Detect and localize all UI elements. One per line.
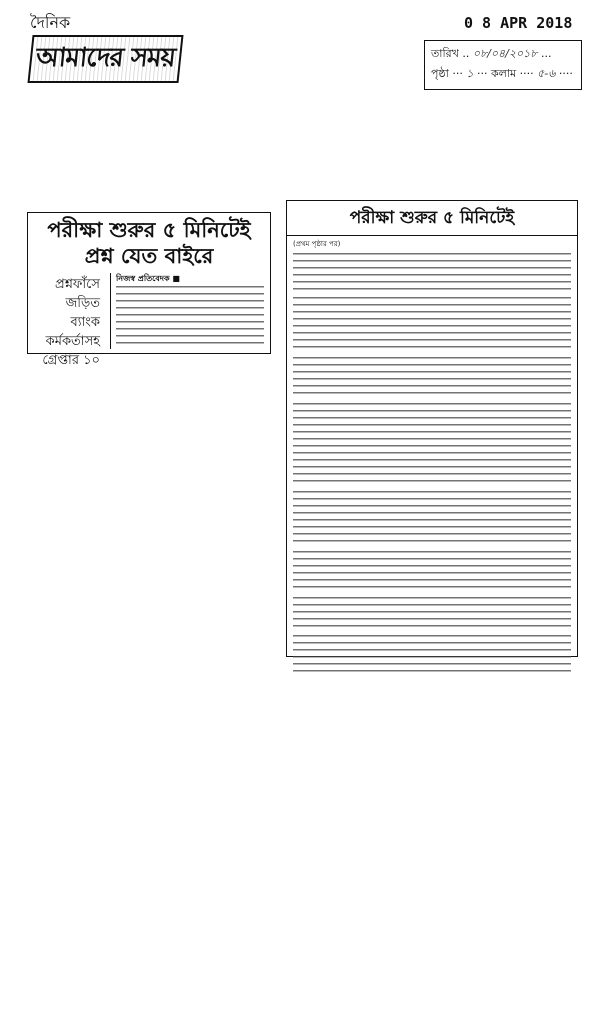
byline: নিজস্ব প্রতিবেদক ■ xyxy=(116,274,180,283)
column-value: ৫-৬ xyxy=(537,67,556,80)
right-article-clip xyxy=(286,200,578,657)
body-paragraph xyxy=(293,635,571,677)
masthead-small: দৈনিক xyxy=(30,13,71,32)
right-headline: পরীক্ষা শুরুর ৫ মিনিটেই xyxy=(287,201,577,236)
body-paragraph xyxy=(293,551,571,593)
side-line: গ্রেপ্তার ১০ xyxy=(42,353,100,368)
body-paragraph xyxy=(293,253,571,293)
date-stamp: 0 8 APR 2018 xyxy=(464,14,573,32)
side-line: কর্মকর্তাসহ xyxy=(45,334,100,349)
body-paragraph xyxy=(293,597,571,631)
side-deck xyxy=(34,275,100,370)
side-line: প্রশ্নফাঁসে xyxy=(55,277,100,292)
date-label: তারিখ xyxy=(431,47,459,60)
body-paragraph xyxy=(293,357,571,399)
left-headline xyxy=(28,217,270,269)
page-value: ১ xyxy=(466,67,474,80)
left-headline-line2: প্রশ্ন যেত বাইরে xyxy=(84,244,214,268)
column-label: কলাম xyxy=(490,67,517,80)
date-value: ০৮/০৪/২০১৮ xyxy=(472,47,538,60)
body-paragraph xyxy=(293,403,571,487)
left-article-body xyxy=(110,273,264,349)
left-article-clip xyxy=(27,212,271,368)
side-line: জড়িত xyxy=(65,296,100,311)
body-paragraph xyxy=(293,297,571,353)
side-line: ব্যাংক xyxy=(70,315,100,330)
newspaper-masthead xyxy=(30,10,181,83)
body-paragraph xyxy=(293,491,571,547)
continuation-note: (প্রথম পৃষ্ঠার পর) xyxy=(293,240,341,248)
archive-stamp-box: তারিখ .. ০৮/০৪/২০১৮ ... পৃষ্ঠা ··· ১ ··· কলাম ···· ৫-৬ ···· xyxy=(424,40,582,90)
left-headline-line1: পরীক্ষা শুরুর ৫ মিনিটেই xyxy=(47,218,251,242)
body-text-lines xyxy=(116,286,264,348)
page-label: পৃষ্ঠা xyxy=(431,67,449,80)
masthead-logo: আমাদের সময় xyxy=(27,35,183,83)
